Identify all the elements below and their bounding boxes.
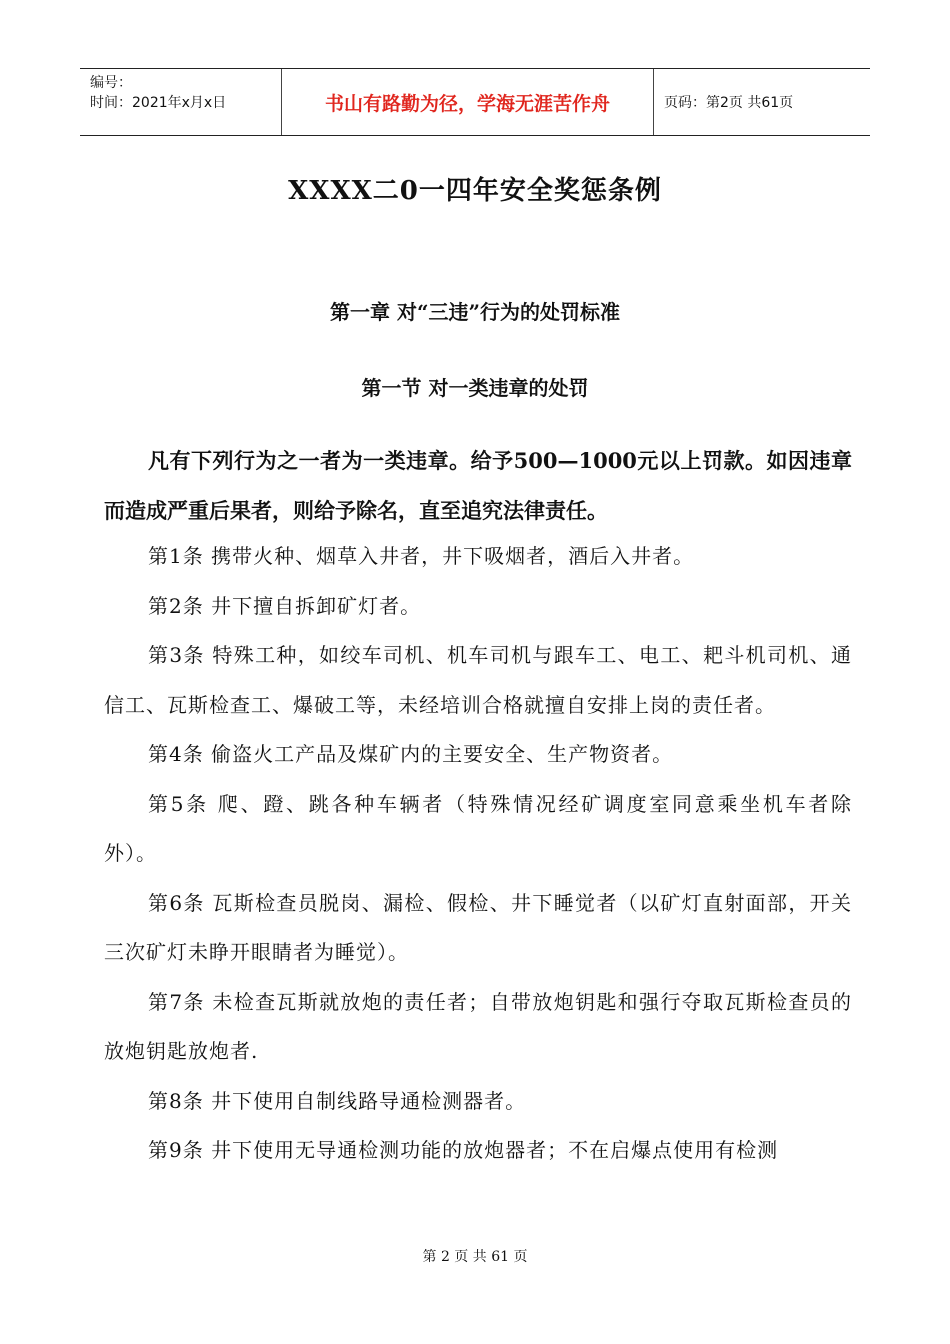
article-4: 第4条 偷盗火工产品及煤矿内的主要安全、生产物资者。 <box>148 742 674 766</box>
header-page-info: 页码：第2页 共61页 <box>664 95 794 111</box>
article-3: 第3条 特殊工种，如绞车司机、机车司机与跟车工、电工、耙斗机司机、通信工、瓦斯检查工、爆破工等，未经培训合格就擅自安排上岗的责任者。 <box>104 643 852 717</box>
article-2: 第2条 井下擅自拆卸矿灯者。 <box>148 593 422 618</box>
article-list <box>104 532 852 1176</box>
section-heading: 第一节 对一类违章的处罚 <box>361 376 589 400</box>
header-meta <box>80 69 282 135</box>
header-number-label: 编号： <box>90 75 132 91</box>
header-time-label: 时间：2021年x月x日 <box>90 95 227 111</box>
document-title: XXXX二0一四年安全奖惩条例 <box>288 176 662 206</box>
chapter-heading: 第一章 对“三违”行为的处罚标准 <box>330 300 620 324</box>
header-motto: 书山有路勤为径，学海无涯苦作舟 <box>282 69 654 135</box>
page-footer: 第 2 页 共 61 页 <box>422 1249 528 1265</box>
article-7: 第7条 未检查瓦斯就放炮的责任者；自带放炮钥匙和强行夺取瓦斯检查员的放炮钥匙放炮者. <box>104 989 852 1063</box>
article-1: 第1条 携带火种、烟草入井者，井下吸烟者，酒后入井者。 <box>148 544 695 568</box>
article-6: 第6条 瓦斯检查员脱岗、漏检、假检、井下睡觉者（以矿灯直射面部，开关三次矿灯未睁开眼睛者为睡觉）。 <box>104 890 852 964</box>
article-5: 第5条 爬、蹬、跳各种车辆者（特殊情况经矿调度室同意乘坐机车者除外）。 <box>104 791 852 865</box>
article-8: 第8条 井下使用自制线路导通检测器者。 <box>148 1088 527 1113</box>
document-header <box>80 68 870 136</box>
intro-paragraph: 凡有下列行为之一者为一类违章。给予500—1000元以上罚款。如因违章而造成严重后果者，则给予除名，直至追究法律责任。 <box>104 448 852 523</box>
article-9: 第9条 井下使用无导通检测功能的放炮器者；不在启爆点使用有检测 <box>148 1138 779 1162</box>
